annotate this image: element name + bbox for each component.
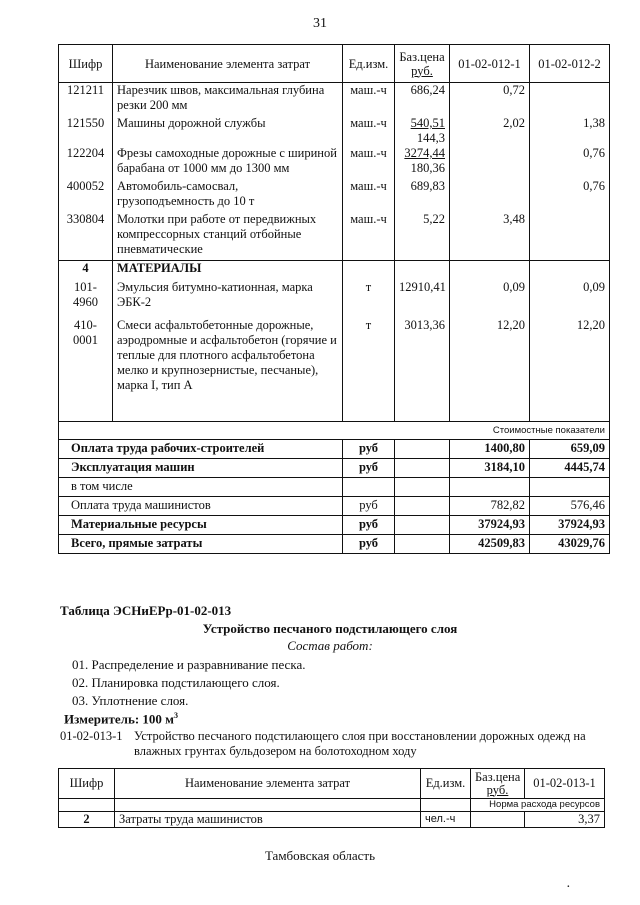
row-value-2 bbox=[530, 83, 610, 117]
row-name: Нарезчик швов, максимальная глубина резки 200 мм bbox=[113, 83, 343, 117]
work-steps bbox=[72, 656, 305, 710]
row-price bbox=[395, 146, 450, 179]
row-value-1: 0,09 bbox=[450, 276, 530, 314]
header-col-1: 01-02-013-1 bbox=[525, 769, 605, 799]
header-unit: Ед.изм. bbox=[343, 45, 395, 83]
resource-table-01-02-013 bbox=[58, 768, 605, 828]
work-step: 01. Распределение и разравнивание песка. bbox=[72, 657, 306, 672]
footer-mark: · bbox=[566, 880, 571, 895]
summary-unit: руб bbox=[343, 458, 395, 477]
summary-name: Оплата труда машинистов bbox=[59, 496, 343, 515]
table-row bbox=[59, 179, 610, 212]
header-code: Шифр bbox=[59, 45, 113, 83]
row-value-2: 0,09 bbox=[530, 276, 610, 314]
row-price-value: 540,51 bbox=[410, 116, 445, 130]
summary-value-2: 43029,76 bbox=[530, 534, 610, 553]
summary-row bbox=[59, 477, 610, 496]
meter-label: Измеритель: 100 м bbox=[64, 711, 175, 727]
header-price bbox=[395, 45, 450, 83]
table-row bbox=[59, 812, 605, 828]
summary-price bbox=[395, 515, 450, 534]
row-value-2: 0,76 bbox=[530, 146, 610, 179]
row-value-1: 3,48 bbox=[450, 212, 530, 261]
item-desc-line2: влажных грунтах бульдозером на болотоходном ходу bbox=[134, 744, 417, 758]
header-price-line2: руб. bbox=[486, 782, 509, 797]
row-price bbox=[395, 83, 450, 117]
cost-header-row bbox=[59, 421, 610, 439]
row-code: 410-0001 bbox=[59, 314, 113, 397]
row-code: 121550 bbox=[59, 116, 113, 146]
row-value-1: 0,72 bbox=[450, 83, 530, 117]
summary-value-2: 37924,93 bbox=[530, 515, 610, 534]
row-name: Машины дорожной службы bbox=[113, 116, 343, 146]
summary-unit bbox=[343, 477, 395, 496]
cost-indicators-label: Стоимостные показатели bbox=[59, 421, 610, 439]
row-value-2 bbox=[530, 212, 610, 261]
page-number: 31 bbox=[313, 16, 327, 31]
summary-value-1: 42509,83 bbox=[450, 534, 530, 553]
row-price-value: 686,24 bbox=[410, 83, 445, 97]
header-price-line1: Баз.цена bbox=[475, 769, 521, 784]
meter-superscript: 3 bbox=[174, 711, 179, 720]
norm-label: Норма расхода ресурсов bbox=[471, 799, 605, 812]
summary-unit: руб bbox=[343, 515, 395, 534]
summary-price bbox=[395, 496, 450, 515]
summary-unit: руб bbox=[343, 534, 395, 553]
work-heading: Устройство песчаного подстилающего слоя bbox=[202, 621, 458, 636]
table2-header-row bbox=[59, 769, 605, 799]
row-code: 2 bbox=[59, 812, 115, 828]
summary-name: Материальные ресурсы bbox=[59, 515, 343, 534]
row-unit: т bbox=[343, 314, 395, 397]
table-row bbox=[59, 116, 610, 146]
row-unit: маш.-ч bbox=[343, 179, 395, 212]
row-code: 400052 bbox=[59, 179, 113, 212]
summary-value-1 bbox=[450, 477, 530, 496]
header-col-1: 01-02-012-1 bbox=[450, 45, 530, 83]
summary-row bbox=[59, 534, 610, 553]
resource-table-01-02-012 bbox=[58, 44, 610, 554]
row-value-1 bbox=[450, 146, 530, 179]
summary-row bbox=[59, 458, 610, 477]
row-unit: маш.-ч bbox=[343, 83, 395, 117]
summary-price bbox=[395, 477, 450, 496]
row-value-2: 0,76 bbox=[530, 179, 610, 212]
row-code: 121211 bbox=[59, 83, 113, 117]
summary-price bbox=[395, 458, 450, 477]
row-code: 330804 bbox=[59, 212, 113, 261]
summary-name: Эксплуатация машин bbox=[59, 458, 343, 477]
footer-region: Тамбовская область bbox=[264, 848, 376, 863]
row-unit: т bbox=[343, 276, 395, 314]
summary-value-2: 4445,74 bbox=[530, 458, 610, 477]
table-row bbox=[59, 146, 610, 179]
row-unit: маш.-ч bbox=[343, 116, 395, 146]
section-number: 4 bbox=[59, 261, 113, 277]
row-unit: маш.-ч bbox=[343, 212, 395, 261]
summary-value-1: 3184,10 bbox=[450, 458, 530, 477]
summary-price bbox=[395, 534, 450, 553]
summary-value-2: 659,09 bbox=[530, 439, 610, 458]
summary-unit: руб bbox=[343, 496, 395, 515]
summary-name: в том числе bbox=[59, 477, 343, 496]
table-header-row bbox=[59, 45, 610, 83]
work-step: 03. Уплотнение слоя. bbox=[72, 693, 189, 708]
header-price-line1: Баз.цена bbox=[399, 49, 445, 64]
header-col-2: 01-02-012-2 bbox=[530, 45, 610, 83]
row-value-2: 1,38 bbox=[530, 116, 610, 146]
row-value-1 bbox=[450, 179, 530, 212]
table-title: Таблица ЭСНиЕРр-01-02-013 bbox=[60, 603, 232, 618]
row-price-value: 5,22 bbox=[423, 212, 445, 226]
row-price: 12910,41 bbox=[395, 276, 450, 314]
row-value: 3,37 bbox=[525, 812, 605, 828]
item-code: 01-02-013-1 bbox=[60, 729, 123, 743]
row-name: Автомобиль-самосвал, грузоподъемность до 10 т bbox=[113, 179, 343, 212]
row-price bbox=[395, 116, 450, 146]
meter bbox=[64, 711, 178, 727]
header-name: Наименование элемента затрат bbox=[115, 769, 421, 799]
row-price-secondary: 180,36 bbox=[410, 161, 445, 175]
summary-value-1: 1400,80 bbox=[450, 439, 530, 458]
row-value-2: 12,20 bbox=[530, 314, 610, 397]
row-unit: маш.-ч bbox=[343, 146, 395, 179]
summary-value-2 bbox=[530, 477, 610, 496]
summary-name: Оплата труда рабочих-строителей bbox=[59, 439, 343, 458]
row-price bbox=[395, 212, 450, 261]
row-name: Смеси асфальтобетонные дорожные, аэродромные и асфальтобетон (горячие и теплые для плотного асфальтобетона мелко и крупнозернистые, песчаные), марка I, тип А bbox=[113, 314, 343, 397]
norm-row bbox=[59, 799, 605, 812]
table-row bbox=[59, 212, 610, 261]
item-desc-line1: Устройство песчаного подстилающего слоя при восстановлении дорожных одежд на bbox=[134, 729, 586, 743]
row-value-1: 12,20 bbox=[450, 314, 530, 397]
row-price-value: 3274,44 bbox=[404, 146, 445, 160]
summary-price bbox=[395, 439, 450, 458]
summary-name: Всего, прямые затраты bbox=[59, 534, 343, 553]
summary-row bbox=[59, 496, 610, 515]
summary-value-1: 37924,93 bbox=[450, 515, 530, 534]
summary-unit: руб bbox=[343, 439, 395, 458]
row-price: 3013,36 bbox=[395, 314, 450, 397]
row-value-1: 2,02 bbox=[450, 116, 530, 146]
table-row bbox=[59, 83, 610, 117]
summary-value-1: 782,82 bbox=[450, 496, 530, 515]
section-title: МАТЕРИАЛЫ bbox=[113, 261, 343, 277]
row-name: Молотки при работе от передвижных компрессорных станций отбойные пневматические bbox=[113, 212, 343, 261]
row-name: Эмульсия битумно-катионная, марка ЭБК-2 bbox=[113, 276, 343, 314]
header-name: Наименование элемента затрат bbox=[113, 45, 343, 83]
header-code: Шифр bbox=[59, 769, 115, 799]
summary-value-2: 576,46 bbox=[530, 496, 610, 515]
table-row bbox=[59, 314, 610, 397]
row-code: 101-4960 bbox=[59, 276, 113, 314]
table-row bbox=[59, 276, 610, 314]
row-unit: чел.-ч bbox=[421, 812, 471, 828]
row-price bbox=[471, 812, 525, 828]
row-name: Затраты труда машинистов bbox=[115, 812, 421, 828]
header-price bbox=[471, 769, 525, 799]
composition-title: Состав работ: bbox=[287, 638, 373, 653]
row-price-value: 689,83 bbox=[410, 179, 445, 193]
row-price bbox=[395, 179, 450, 212]
header-price-line2: руб. bbox=[411, 63, 433, 78]
item-description bbox=[134, 729, 614, 759]
summary-row bbox=[59, 439, 610, 458]
summary-row bbox=[59, 515, 610, 534]
header-unit: Ед.изм. bbox=[421, 769, 471, 799]
section-row-materials bbox=[59, 261, 610, 277]
work-step: 02. Планировка подстилающего слоя. bbox=[72, 675, 280, 690]
row-price-secondary: 144,3 bbox=[416, 131, 445, 145]
row-code: 122204 bbox=[59, 146, 113, 179]
row-name: Фрезы самоходные дорожные с шириной барабана от 1000 мм до 1300 мм bbox=[113, 146, 343, 179]
